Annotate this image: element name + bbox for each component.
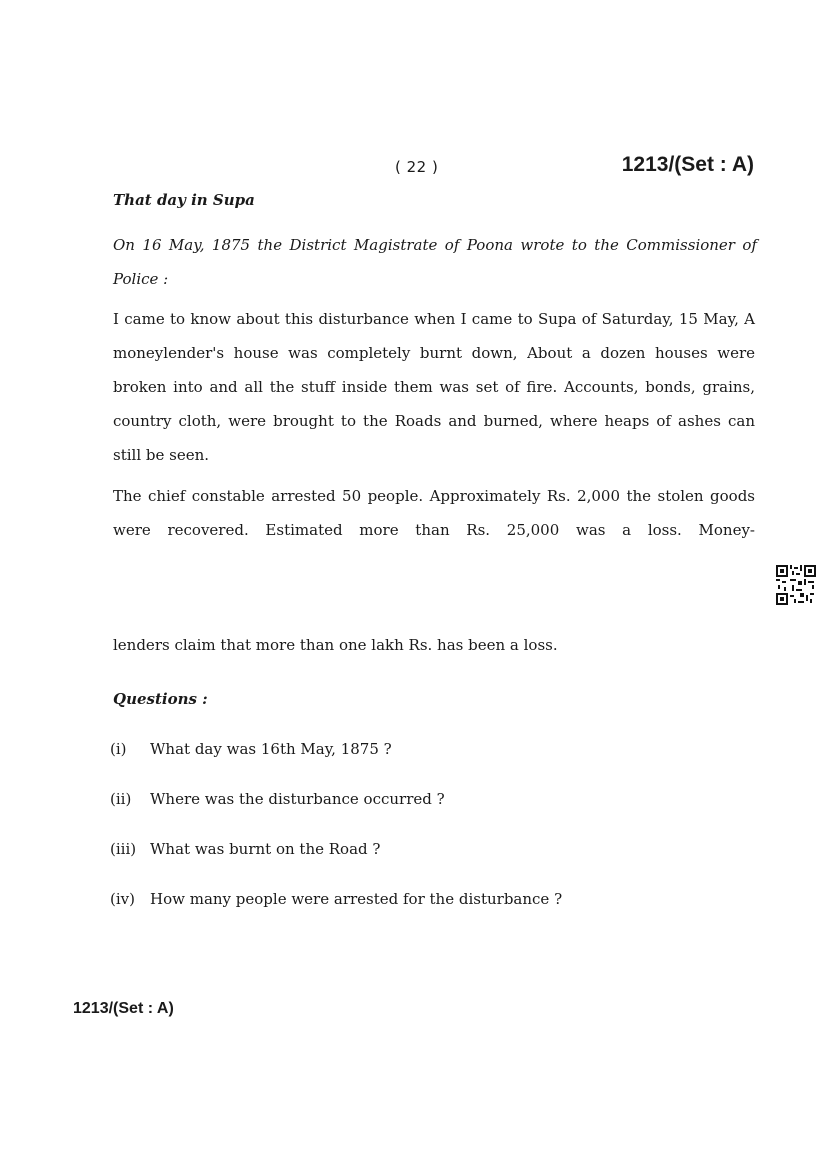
question-text: How many people were arrested for the disturbance ? xyxy=(150,890,563,908)
question-number: (iv) xyxy=(110,890,135,908)
question-item xyxy=(110,790,445,808)
question-item xyxy=(110,840,380,858)
footer-paper-code: 1213/(Set : A) xyxy=(73,1000,174,1017)
question-number: (ii) xyxy=(110,790,132,808)
question-item xyxy=(110,890,562,908)
question-text: Where was the disturbance occurred ? xyxy=(150,790,445,808)
questions-heading: Questions : xyxy=(113,690,208,708)
qr-code-icon xyxy=(776,565,816,605)
section-title: That day in Supa xyxy=(113,191,255,209)
question-text: What day was 16th May, 1875 ? xyxy=(150,740,392,758)
paragraph-2: The chief constable arrested 50 people. Approximately Rs. 2,000 the stolen goods were recovered. Estimated more than Rs. 25,000 was a loss. Money- xyxy=(113,487,755,539)
header-paper-code: 1213/(Set : A) xyxy=(621,153,754,176)
question-number: (iii) xyxy=(110,840,137,858)
paragraph-3: lenders claim that more than one lakh Rs. has been a loss. xyxy=(113,636,558,654)
page-number: ( 22 ) xyxy=(395,158,439,176)
paragraph-1: I came to know about this disturbance when I came to Supa of Saturday, 15 May, A moneylender's house was completely burnt down, About a dozen houses were broken into and all the stuff inside them was set of fire. Accounts, bonds, grains, country cloth, were brought to the Roads and burned, where heaps of ashes can still be seen. xyxy=(113,310,755,464)
question-text: What was burnt on the Road ? xyxy=(150,840,381,858)
question-number: (i) xyxy=(110,740,127,758)
intro-text: On 16 May, 1875 the District Magistrate of Poona wrote to the Commissioner of Police : xyxy=(113,236,757,288)
question-item xyxy=(110,740,392,758)
